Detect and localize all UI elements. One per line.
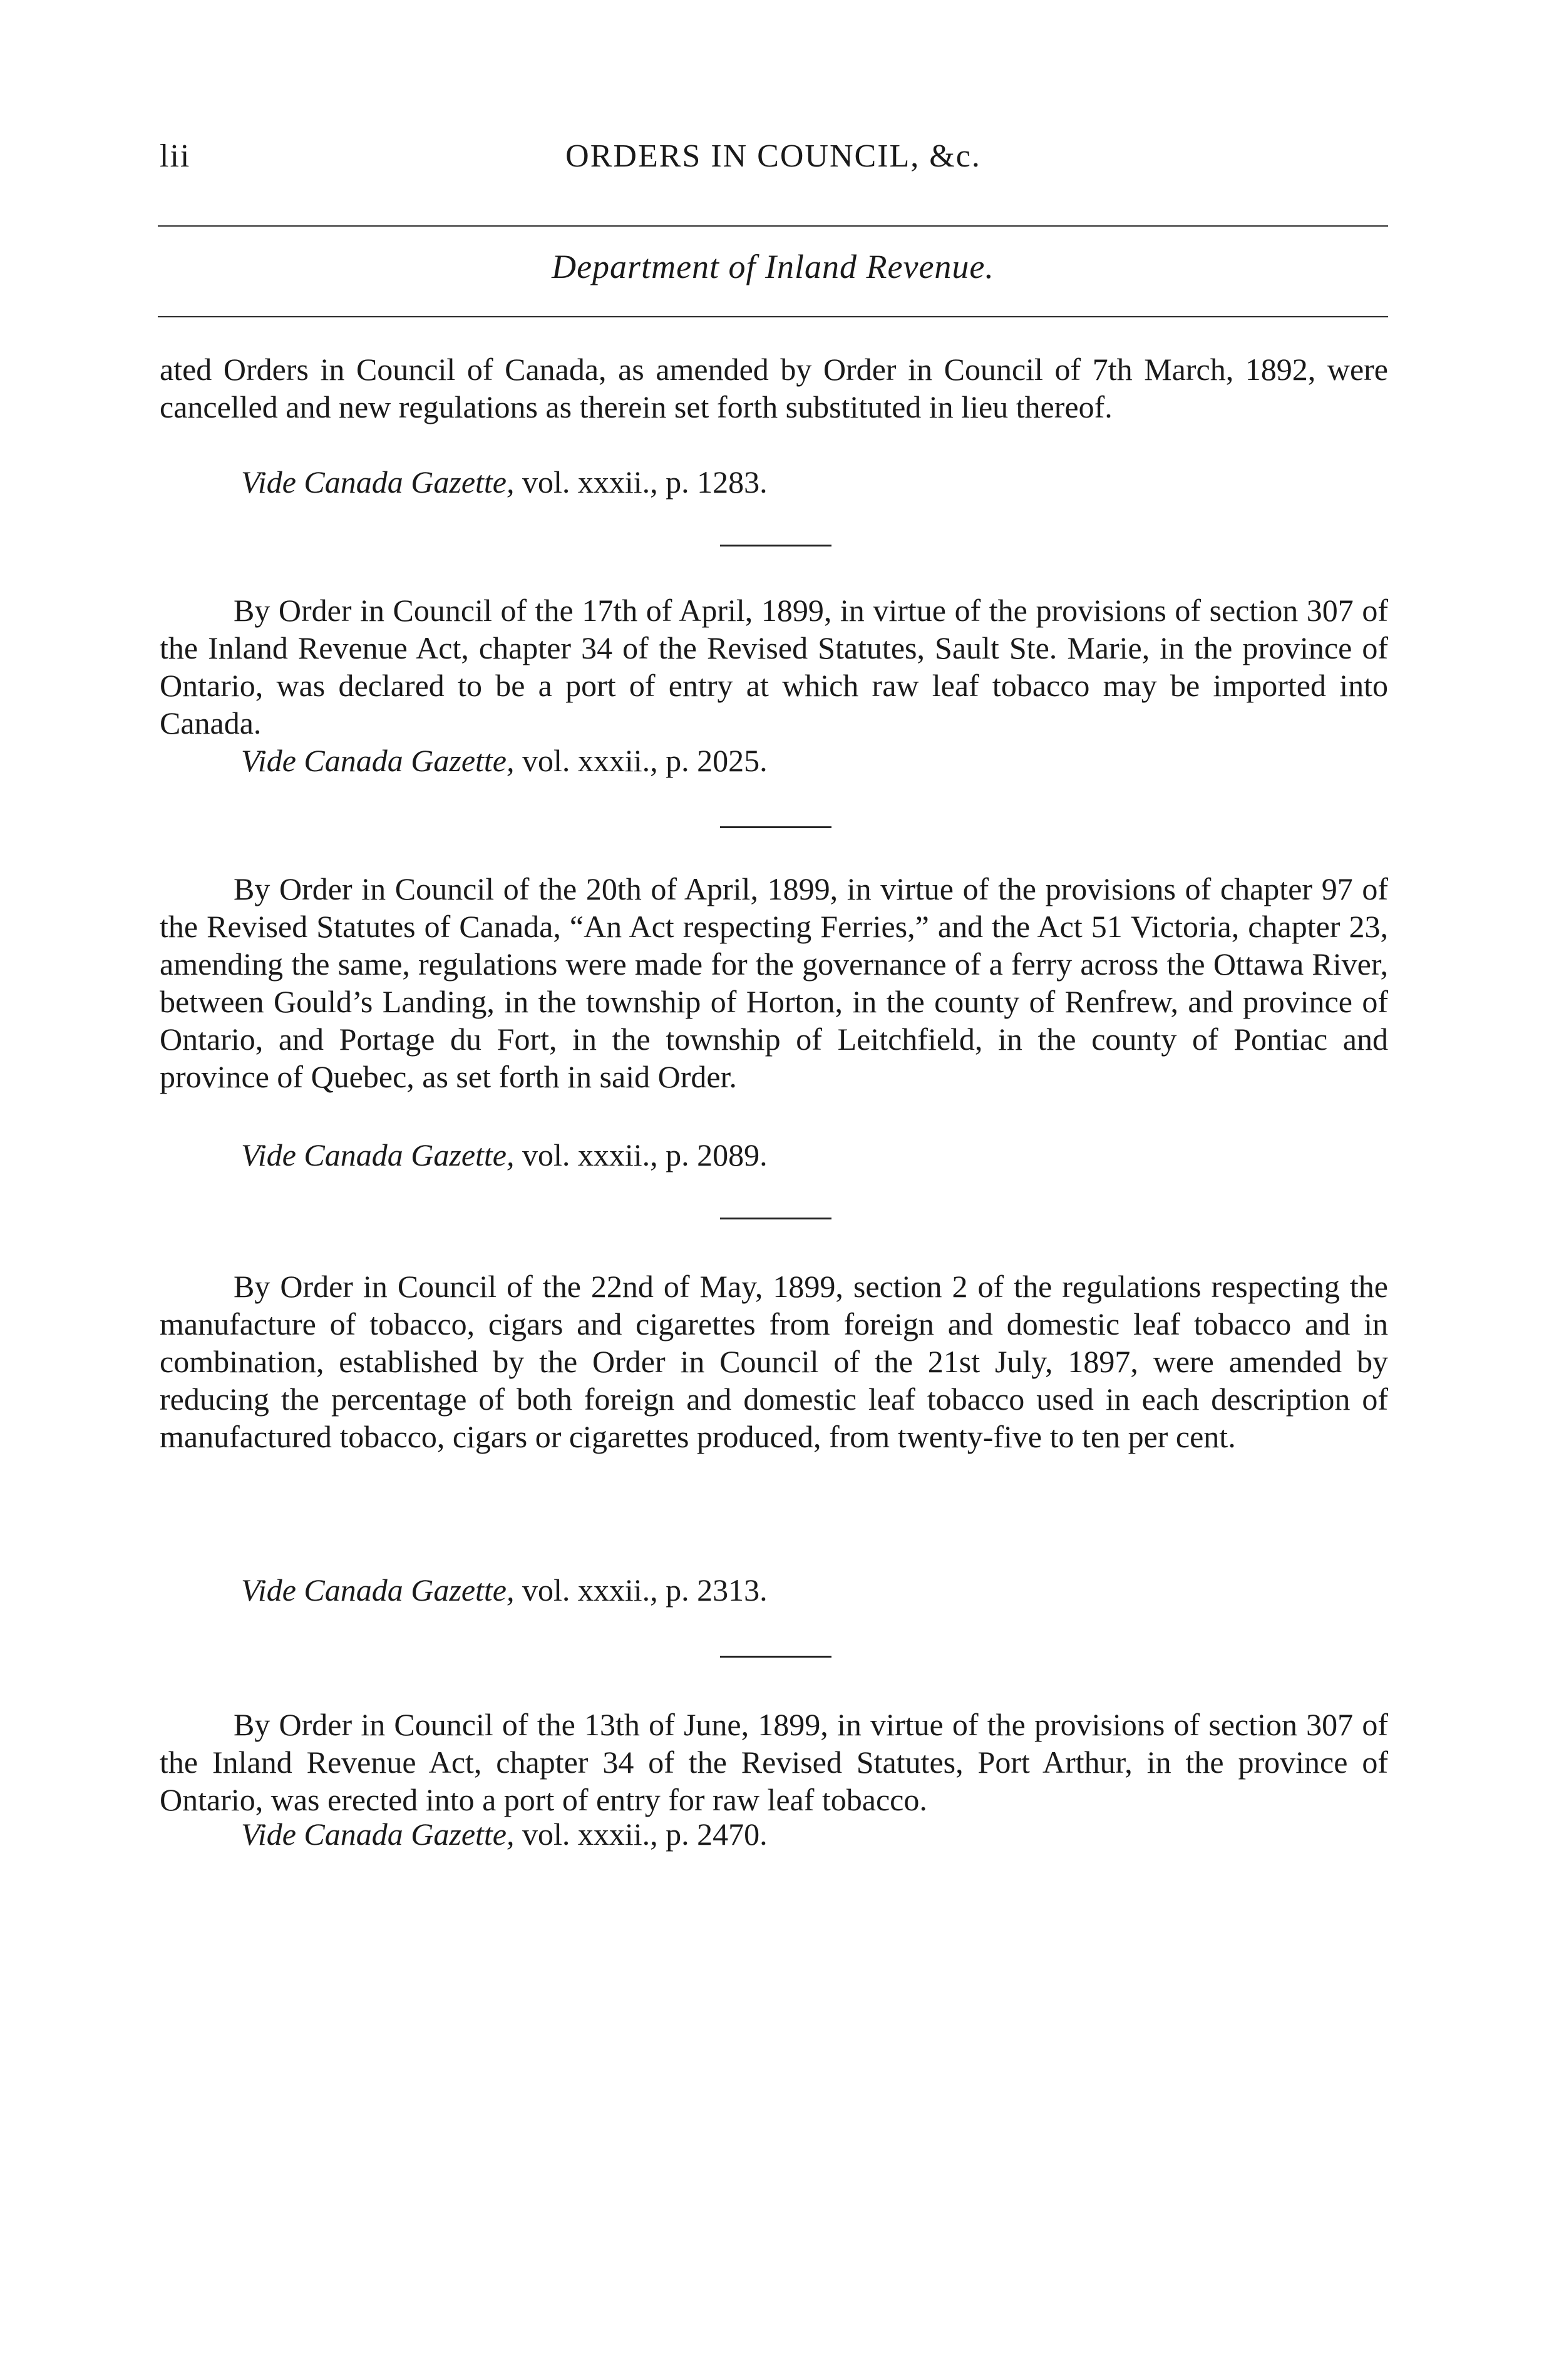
gazette-citation-5 — [241, 1815, 768, 1853]
header-rule-bottom — [158, 316, 1388, 317]
citation-reference: vol. xxxii., p. 1283. — [514, 464, 768, 500]
gazette-citation-2 — [241, 742, 768, 779]
gazette-citation-1 — [241, 463, 768, 501]
page-number: lii — [160, 138, 191, 174]
department-heading: Department of Inland Revenue. — [552, 248, 994, 285]
order-entry-1 — [160, 351, 1388, 426]
citation-gazette-name: Vide Canada Gazette, — [241, 1572, 515, 1608]
order-entry-text: By Order in Council of the 20th of April, 1899, in virtue of the provisions of chapter 97 of the Revised Statutes of Canada, “An Act respecting Ferries,” and the Act 51 Victoria, chapter 23, amending the same, regulations were made for the governance of a ferry across the Ottawa River, between Gould’s Landing, in the township of Horton, in the county of Renfrew, and province of Ontario, and Portage du Fort, in the township of Leitchfield, in the county of Pontiac and province of Quebec, as set forth in said Order. — [160, 871, 1388, 1094]
gazette-citation-4 — [241, 1571, 768, 1609]
order-entry-text: By Order in Council of the 13th of June, 1899, in virtue of the provisions of section 307 of the Inland Revenue Act, chapter 34 of the Revised Statutes, Port Arthur, in the province of Ontario, was erected into a port of entry for raw leaf tobacco. — [160, 1707, 1388, 1817]
citation-gazette-name: Vide Canada Gazette, — [241, 1137, 515, 1172]
running-title: ORDERS IN COUNCIL, &c. — [565, 138, 981, 174]
citation-reference: vol. xxxii., p. 2025. — [514, 743, 768, 778]
entry-separator — [720, 826, 831, 828]
order-entry-3 — [160, 870, 1388, 1095]
citation-gazette-name: Vide Canada Gazette, — [241, 1817, 515, 1852]
order-entry-text: By Order in Council of the 17th of April, 1899, in virtue of the provisions of section 307 of the Inland Revenue Act, chapter 34 of the Revised Statutes, Sault Ste. Marie, in the province of Ontario, was declared to be a port of entry at which raw leaf tobacco may be imported into Canada. — [160, 593, 1388, 741]
citation-gazette-name: Vide Canada Gazette, — [241, 464, 515, 500]
citation-reference: vol. xxxii., p. 2313. — [514, 1572, 768, 1608]
gazette-citation-3 — [241, 1136, 768, 1174]
running-head — [160, 138, 1387, 188]
header-rule-top — [158, 225, 1388, 227]
citation-reference: vol. xxxii., p. 2089. — [514, 1137, 768, 1172]
citation-reference: vol. xxxii., p. 2470. — [514, 1817, 768, 1852]
entry-separator — [720, 545, 831, 546]
entry-separator — [720, 1656, 831, 1658]
citation-gazette-name: Vide Canada Gazette, — [241, 743, 515, 778]
order-entry-text: By Order in Council of the 22nd of May, 1899, section 2 of the regulations respecting the manufacture of tobacco, cigars and cigarettes from foreign and domestic leaf tobacco and in combination, established by the Order in Council of the 21st July, 1897, were amended by reducing the percentage of both foreign and domestic leaf tobacco used in each description of manufactured tobacco, cigars or cigarettes produced, from twenty-five to ten per cent. — [160, 1269, 1388, 1454]
order-entry-5 — [160, 1706, 1388, 1818]
entry-separator — [720, 1218, 831, 1219]
order-entry-text: ated Orders in Council of Canada, as amended by Order in Council of 7th March, 1892, were cancelled and new regulations as therein set forth substituted in lieu thereof. — [160, 352, 1388, 424]
order-entry-2 — [160, 592, 1388, 742]
order-entry-4 — [160, 1268, 1388, 1455]
